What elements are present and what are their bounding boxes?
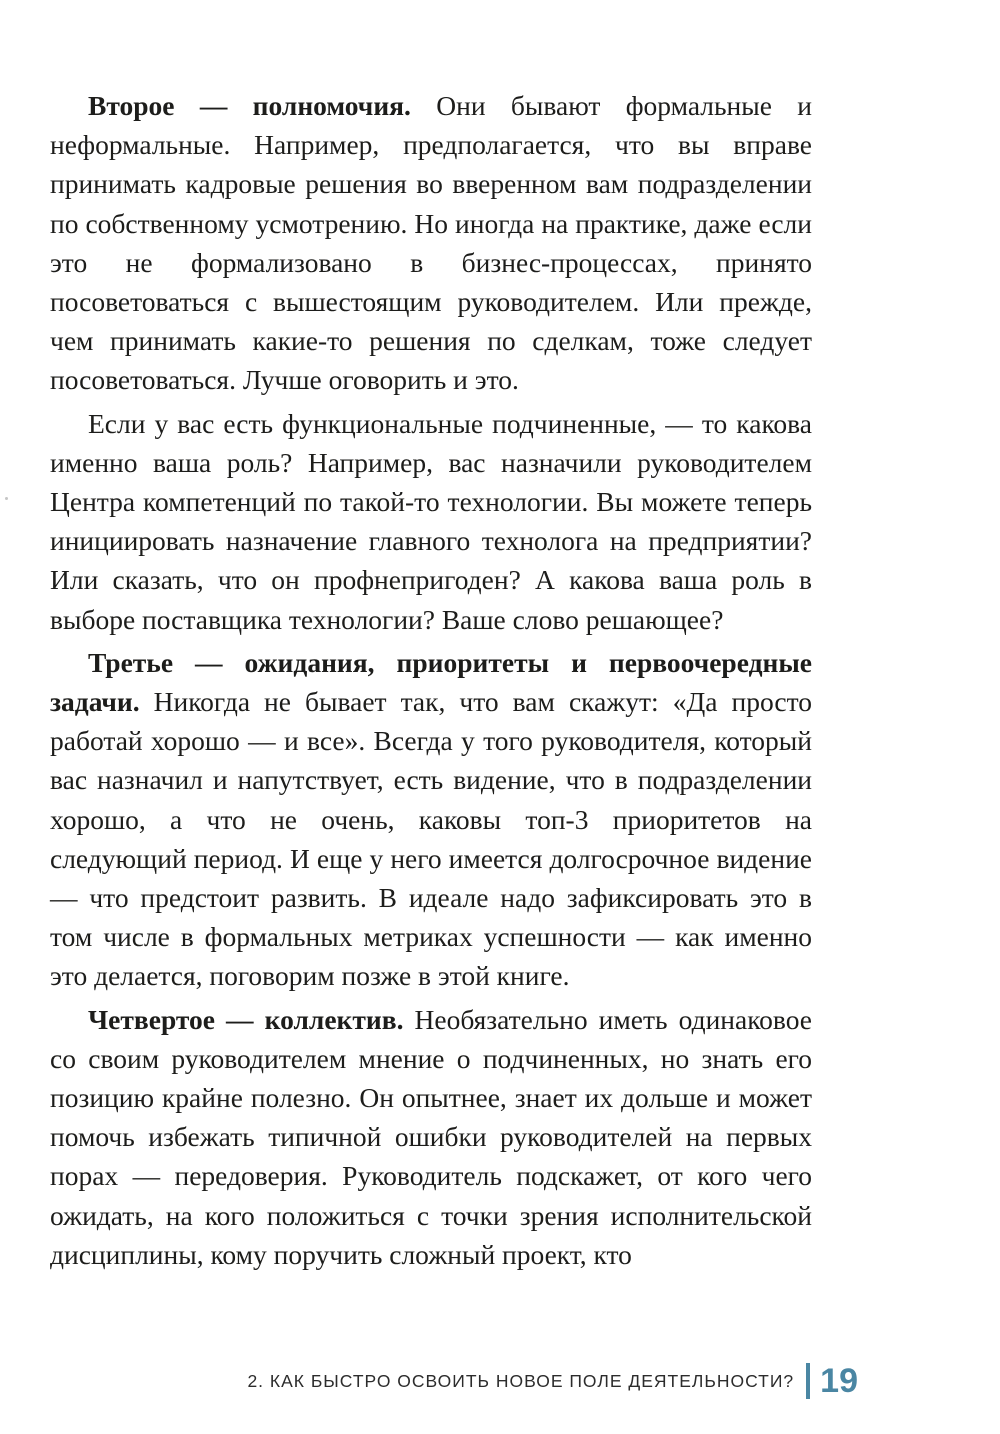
paragraph-functional-subordinates bbox=[50, 404, 812, 639]
paragraph-lead: Второе — полномочия. bbox=[88, 90, 411, 121]
paragraph-body: Необязательно иметь одинаковое со своим руководителем мнение о подчиненных, но знать его позицию крайне полезно. Он опытнее, знает их дольше и может помочь избежать типичной ошибки руководителей на первых порах — передоверия. Руководитель подскажет, от кого чего ожидать, на кого положиться с точки зрения исполнительской дисциплины, кому поручить сложный проект, кто bbox=[50, 1003, 813, 1270]
page-number: 19 bbox=[820, 1362, 858, 1400]
paragraph-body: Если у вас есть функциональные подчиненные, — то какова именно ваша роль? Например, вас назначили руководителем Центра компетенций по такой-то технологии. Вы можете теперь инициировать назначение главного технолога на предприятии? Или сказать, что он профнепригоден? А какова ваша роль в выборе поставщика технологии? Ваше слово решающее? bbox=[50, 407, 812, 635]
footer-divider bbox=[806, 1363, 810, 1399]
paragraph-authority bbox=[50, 86, 812, 400]
running-head: 2. КАК БЫСТРО ОСВОИТЬ НОВОЕ ПОЛЕ ДЕЯТЕЛЬНОСТИ? bbox=[247, 1370, 795, 1391]
margin-speck bbox=[5, 497, 8, 500]
paragraph-lead: Третье — ожидания, приоритеты и первоочередные задачи. bbox=[50, 646, 812, 718]
paragraph-expectations bbox=[50, 643, 812, 996]
paragraph-lead: Четвертое — коллектив. bbox=[88, 1003, 404, 1035]
body-text bbox=[50, 86, 812, 1274]
page-footer bbox=[0, 1361, 858, 1401]
paragraph-body: Никогда не бывает так, что вам скажут: «Да просто работай хорошо — и все». Всегда у того руководителя, который вас назначил и напутствует, есть видение, что в подразделении хорошо, а что не очень, каковы топ-3 приоритетов на следующий период. И еще у него имеется долгосрочное видение — что предстоит развить. В идеале надо зафиксировать это в том числе в формальных метриках успешности — как именно это делается, поговорим позже в этой книге. bbox=[50, 686, 812, 992]
paragraph-team bbox=[50, 1000, 812, 1274]
paragraph-body: Они бывают формальные и неформальные. Например, предполагается, что вы вправе принимать кадровые решения во вверенном вам подразделении по собственному усмотрению. Но иногда на практике, даже если это не формализовано в бизнес-процессах, принято посоветоваться с вышестоящим руководителем. Или прежде, чем принимать какие-то решения по сделкам, тоже следует посоветоваться. Лучше оговорить и это. bbox=[50, 90, 813, 396]
